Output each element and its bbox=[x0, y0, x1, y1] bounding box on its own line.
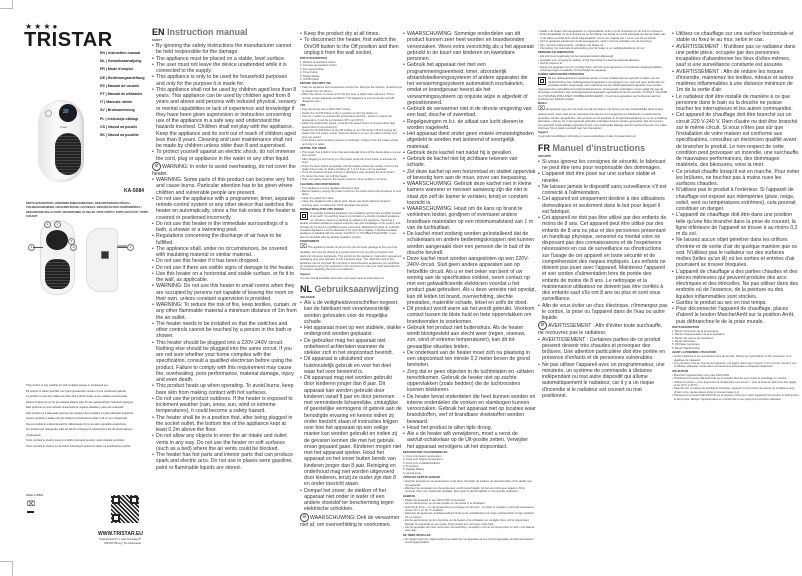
before-first-use-list-fr bbox=[672, 355, 800, 369]
instruction-item: • Select the desired fan speed, press the fan speed button to choose either high speed (HH) or low speed (LL). bbox=[300, 122, 402, 129]
safety-item: • L'appareil de chauffage doit être dans une position telle qu'une fois branché dans la prise de courant, la ligne inférieure de l'appareil se trouve à au moins 0,2 m du sol. bbox=[672, 212, 800, 237]
safety-item: • De heater bevat onderdelen die heet kunnen worden en interne onderdelen die vonken en vlambogen kunnen veroorzaken. Gebruik het apparaat niet op locaties waar brandstoffen, verf of brandbare vloeistoffen worden bewaard. bbox=[403, 394, 536, 425]
instruction-item: • Take the appliance and accessories out the box. Remove the stickers, protective foil or plastic from the device. bbox=[300, 86, 402, 93]
safety-item: • Als u de veiligheidsvoorschriften negeert, kan de fabrikant niet verantwoordelijk worden gehouden voor de mogelijke schade. bbox=[300, 300, 402, 325]
weee-label: WEEE SYMBOL bbox=[26, 494, 44, 497]
double-insulation-icon bbox=[300, 212, 308, 220]
warning-cover-nl: ⊘ WAARSCHUWING: Dek de verwarmer niet af, om oververhitting te voorkomen. bbox=[300, 513, 400, 528]
cleaning-heading-nl: REINIGING EN ONDERHOUD bbox=[538, 51, 574, 55]
part-item: 6. Aan/uit-knop bbox=[403, 471, 421, 475]
part-item: 2. Knop voor hogere temperatuur bbox=[403, 458, 443, 462]
safety-item: • Ce produit chauffe lorsqu'il est en marche. Pour éviter les brûlures, ne touchez pas à mains nues les surfaces chaudes. bbox=[672, 169, 800, 188]
safety-item: • To protect yourself against an electric shock, do not immerse the cord, plug or appliance in the water or any other liquid. bbox=[152, 149, 297, 162]
timer-heading-nl: DE TIMER INSTELLEN bbox=[403, 533, 431, 537]
weee-bin-icon: ⌧ bbox=[27, 501, 36, 508]
use-heading-nl: GEBRUIK bbox=[403, 494, 415, 498]
safety-item: • Gebruik het apparaat niet met een programmeringseenheid, timer, afzonderlijk afstandsbedieningssysteem of andere apparaten die het verwarmingssysteem automatisch inschakelen, omdat er brandgevaar heerst als het verwarmingssysteem op onjuiste wijze is afgedekt of gepositioneerd. bbox=[403, 62, 536, 106]
support-text: You can find all available information and spare parts at www.tristar.eu! bbox=[300, 276, 385, 280]
instruction-item: • Utilisez le bouton + pour augmenter la température et le bouton - pour la diminuer (elle peut être réglée entre 15°C et 32°C). bbox=[672, 381, 800, 388]
disclaimer-line: Dieses Produkt ist nur für gut isolierte Räume oder für den gelegentlichen Gebrauch geeignet. bbox=[26, 400, 134, 404]
instruction-item: • Als u de timer wilt annuleren, schakelt u de heater uit. bbox=[538, 44, 668, 47]
safety-item: • WAARSCHUWING: Gebruik deze kachel niet in kleine kamers wanneer er mensen aanwezig zijn die niet in staat zijn zelf de kamer te verlaten, tenzij er constant toezicht is. bbox=[403, 181, 536, 206]
cover-panel bbox=[0, 0, 150, 575]
safety-item: • Dit product wordt warm als het wordt gebruikt. Voorkom contact tussen de blote huid en hete oppervlakken om brandwonden te voorkomen. bbox=[403, 306, 536, 325]
safety-item: • The user must not leave the device unattended while it is connected to the supply. bbox=[152, 62, 297, 75]
safety-item: • Houd het product te allen tijde droog. bbox=[403, 425, 536, 431]
instruction-item: • The appliance must be regularly cleaned of dust. bbox=[300, 187, 402, 190]
part-item: 1. Bouton diminution de la température bbox=[672, 329, 719, 333]
timer-list-nl bbox=[403, 538, 536, 545]
safety-item: • Als u de heater wilt verwijderen, moet u eerst de aan/uit-schakelaar op de Uit-positie zetten. Verwijder het apparaat vervolgens uit het stopcontact. bbox=[403, 431, 536, 450]
section-heading-fr: FR Manuel d'instructions bbox=[538, 142, 646, 153]
safety-item: • Do not use the product outdoors. If the heater is exposed to inclement weather (rain, snow, sun, wind or extreme temperatures), it could become a safety hazard. bbox=[152, 396, 297, 415]
instruction-item: • Opmerking: De maximale timerinstelling voor de heater is om veiligheidsredenen 12 uur. bbox=[538, 47, 668, 50]
safety-item: • Gebruik deze kachel niet nadat hij is gevallen. bbox=[403, 150, 536, 156]
instruction-item: • To cancel the timer, turn off the heater. bbox=[300, 175, 402, 178]
heater-grill bbox=[45, 259, 70, 289]
safety-item: • Dit apparaat is uitsluitend voor huishoudelijk gebruik en voor het doel waar het voor bestemd is. bbox=[300, 356, 402, 375]
disclaimer-line: Este produto só é adequado apenas para espaços bem isolados ou para utilização ocasional. bbox=[26, 411, 134, 415]
column-fr-safety bbox=[672, 31, 800, 401]
weee-bin-icon: ⌧ bbox=[300, 244, 307, 251]
double-insulation-icon bbox=[538, 77, 546, 85]
instruction-item: • Clean the appliance with a damp cloth. Never use harsh abrasive cleaners, scouring pads, or steel wool, which damages the device. bbox=[300, 200, 402, 207]
instruction-item: • À la première mise en marche de l'appareil, une légère odeur peut survenir. C'est normal ; assurez une ventilation adéquate. Cette odeur est seulement temporaire et disparaît rapidement. bbox=[672, 362, 800, 369]
support-heading-nl: Support bbox=[538, 131, 548, 135]
safety-item: • Pour déconnecter l'appareil de chauffage, placez d'abord le bouton Marche/Arrêt sur la position Arrêt, puis débranchez-le de la prise murale. bbox=[672, 306, 800, 325]
instruction-item: • Nadat u de heater hebt aangesloten en ingeschakeld, drukt u op de timerknop om de timer te activeren. bbox=[538, 30, 668, 33]
safety-item: • WAARSCHUWING: Houd om de kans op brand te verkleinen textiel, gordijnen of eventueel andere brandbare materialen op een minimumafstand van 1 m van de luchtuitlaat. bbox=[403, 206, 536, 231]
timer-heading: SETTING THE TIMER bbox=[300, 146, 326, 150]
safety-item: • Keep the product dry at all times. bbox=[300, 31, 402, 37]
instruction-item: • Als het gewenste aantal uren wordt weergegeven, stopt u met het indrukken van de timerknop. bbox=[538, 40, 668, 43]
environment-heading: ENVIRONMENT bbox=[300, 240, 320, 244]
safety-item: • Het apparaat moet op een stabiele, vlakke ondergrond worden geplaatst. bbox=[300, 325, 402, 338]
language-item: IT | Manuale utente bbox=[100, 100, 133, 105]
on-off-switch-icon bbox=[101, 251, 109, 259]
instruction-item: • De heater heeft een ingebouwde timer waarmee het apparaat na een vooraf ingestelde periode automatisch wordt uitgeschakeld. bbox=[403, 538, 536, 545]
safety-item: • Regelgevingen m.b.t. de uitlaat van lucht dienen te worden nageleefd. bbox=[403, 119, 536, 132]
use-list-nl bbox=[403, 499, 536, 533]
callout-4: 4 bbox=[70, 244, 77, 251]
safety-item: • Zorg dat er geen objecten in de luchtinlaten en -uitlaten terechtkomen. Gebruik de heater niet op zachte oppervlakken (zoals bedden) die de luchtroosters kunnen blokkeren. bbox=[403, 369, 536, 394]
display-value: 20 bbox=[63, 109, 69, 115]
use-list-fr bbox=[672, 374, 800, 401]
instruction-item: • Als het apparaat niet meer werkt door oververhitting, verwijdert u het uit het stopcontact en sluit u het daarna weer aan. bbox=[403, 526, 536, 533]
environment-heading-nl: MILIEU bbox=[538, 102, 547, 106]
instruction-item: • Selecteer de gewenste ventilatiesnelheid. Druk op de ventilatieknop om hoge snelheid (HH) of lage snelheid (LL) te kiezen. bbox=[403, 512, 536, 519]
instruction-item: • Once the desired number of hours is displayed, stop pressing the timer button. bbox=[300, 171, 402, 174]
language-item: DE | Bedienungsanleitung bbox=[100, 75, 145, 80]
brand-logo: TRISTAR bbox=[24, 29, 113, 51]
language-item: FR | Mode d'emploi bbox=[100, 67, 133, 72]
part-item: 4. Timer button bbox=[300, 71, 318, 75]
before-first-use-list bbox=[300, 86, 402, 103]
double-insulated-text: In a double insulated appliance, two insulation systems are provided instead of an earth. No earthing means is provided on a double insulated appliance, nor should a means for earthing be added to the appliance. Servicing a double insulated appliance requires extreme care and knowledge of the system, and should only be done by qualified service personnel. Replacement parts for a double insulated appliance must be identical to the parts they replace. A double insulated appliance is labelled with the words "CLASS II" or "DOUBLE INSULATED". It can also be identified with the double insulation symbol. bbox=[300, 212, 401, 239]
instruction-item: • Reinig het apparaat met een vochtige doek. Gebruik nooit agressieve of schurende reinigingsmiddelen, schuursponsjes of staalwol, dit beschadigt het apparaat. bbox=[538, 66, 668, 73]
safety-item: • WARNING: Do not use this heater in small rooms when they are occupied by persons not capable of leaving the room on their own, unless constant supervision is provided. bbox=[152, 283, 297, 302]
instruction-item: • Druk herhaaldelijk op de timerknop tot op het display het aantal uur wordt weergegeven dat de heater aan moet blijven voordat deze wordt uitgeschakeld. U kunt een waarde van 1 tot en met 12 uur kiezen. bbox=[538, 33, 668, 40]
heater-brand-label: Tristar bbox=[60, 126, 67, 129]
instruction-item: • Gebruik de knop + om de temperatuur te verhogen en de knop - om deze te verlagen (u kunt de temperatuur tussen 15 °C en 32 °C instellen). bbox=[403, 506, 536, 513]
safety-list-nl bbox=[300, 300, 402, 513]
no-cover-warning-icon: ⊘ bbox=[538, 321, 547, 330]
safety-list-fr-more bbox=[672, 31, 800, 325]
disclaimer-line: Tento výrobek je vhodný pouze pro dobře izolované prostory nebo občasné používání. bbox=[26, 439, 126, 442]
safety-item: • Si vous ignorez les consignes de sécurité, le fabricant ne peut être tenu pour responsable des dommages. bbox=[538, 159, 668, 172]
instruction-item: • Note: For safety reasons, the heater maximum timer setting is 12 hours. bbox=[300, 178, 402, 181]
button-icon bbox=[45, 110, 52, 117]
environment-text-nl: ⌧ Dit apparaat mag aan het einde van de levensduur niet bij het normale huishoudelijke afval worden gedeponeerd, maar moet bij een speciaal inzamelpunt voor hergebruik van elektrische en elektronische apparaten worden aangeboden. Het symbool op het apparaat, in de gebruiksaanwijzing en op de verpakking attendeert u hierop. De in het apparaat gebruikte materialen kunnen worden gerecycled. Met het recyclen van gebruikte huishoudelijke apparaten levert u een belangrijke bijdrage aan de bescherming van ons milieu. Informeer bij uw lokale overheid naar het inzamelpunt. bbox=[538, 106, 668, 130]
safety-item: • Dompel het snoer, de stekker of het apparaat niet onder in water of een andere vloeistof ter bescherming tegen elektrische schokken. bbox=[300, 488, 402, 513]
safety-heading-fr: SÉCURITÉ bbox=[538, 154, 552, 158]
safety-item: • Le radiateur doit être installé de manière à ce que personne dans le bain ou la douche ne puisse toucher les interrupteurs et les autres commandes. bbox=[672, 94, 800, 113]
instruction-item: • Positionnez le bouton Marche/Arrêt sur la position Arrêt pour mettre l'appareil hors tension et débranchez-le de la prise. Rangez l'appareil dans un endroit frais et sec jusqu'à la prochaine utilisation. bbox=[672, 394, 800, 401]
instruction-item: • Switch the On/Off button to the Off position to turn the device off and unplug the heater from the power socket. Store the device in a cool, dry place until the next time you need it. bbox=[300, 129, 402, 139]
column-nl-safety bbox=[403, 31, 536, 545]
instruction-item: • After plugging in and turning on the heater press the timer button to activate the timer. bbox=[300, 158, 402, 165]
part-item: 3. Knop voor ventilatiesnelheid bbox=[403, 461, 440, 465]
before-first-use-heading: BEFORE THE FIRST USE bbox=[300, 82, 331, 86]
before-first-use-list-nl bbox=[403, 480, 536, 494]
instruction-item: • If the device stops working because it overheats, unplug it from the power socket and plug it in again. bbox=[300, 139, 402, 146]
safety-list-fr bbox=[538, 159, 668, 322]
language-item: EN | Instruction manual bbox=[100, 51, 141, 55]
instruction-item: • Sélectionnez la vitesse de ventilateur souhaitée, appuyez sur le bouton de vitesse du ventilateur pour choisir entre vitesse élevée (HH) ou vitesse basse (LL). bbox=[672, 387, 800, 394]
address-line: Tristar Europe B.V. | Jules Verneweg 87 bbox=[98, 538, 141, 541]
instruction-item: • Clean the grilles from dust. bbox=[300, 197, 402, 200]
instruction-item: • Before cleaning, unplug the power cord from the outlet and let the appliance to cool down. bbox=[300, 190, 402, 197]
safety-heading-nl: VEILIGHEID bbox=[300, 296, 315, 300]
double-insulated-heading-nl: DUBBELGEÏSOLEERDE APPARATEN bbox=[538, 73, 584, 77]
safety-item: • Do not use the appliance with a programmer, timer, separate remote-control system or any other device that switches the heater on automatically, since a fire risk exists if the heater is covered or positioned incorrectly. bbox=[152, 196, 297, 221]
safety-item: • The heater has hot parts and interior parts that can produce spark and electric arcs. Do not use in places were gasoline, paint or flammable liquids are stored. bbox=[152, 452, 297, 471]
callout-line bbox=[117, 247, 127, 248]
double-insulated-heading: DOUBLE INSULATED APPLIANCES bbox=[300, 208, 344, 212]
parts-list bbox=[300, 61, 402, 81]
callout-5: 5 bbox=[28, 244, 35, 251]
part-item: 6. Bouton Marche/Arrêt bbox=[672, 346, 700, 350]
safety-item: • The appliance must be placed on a stable, level surface. bbox=[152, 56, 297, 62]
instruction-item: • Sortez l'appareil et les accessoires hors de la boîte. Retirez les autocollants, le film protecteur ou le plastique de l'appareil. bbox=[672, 355, 800, 362]
safety-list-final bbox=[300, 31, 402, 56]
warning-cover-fr: ⊘ AVERTISSEMENT : Afin d'éviter toute surchauffe, ne recouvrez pas le radiateur. bbox=[538, 322, 663, 337]
disclaimer-line: Ten produkt jest odpowiedni tylko do dobrze izolowanych pomieszczeń lub do okazjonalnego bbox=[26, 428, 133, 431]
cleaning-heading: CLEANING AND MAINTENANCE bbox=[300, 182, 340, 186]
use-list bbox=[300, 108, 402, 145]
safety-list-continued bbox=[152, 177, 297, 471]
safety-item: • The appliance shall, under no circumstances, be covered with insulating material or similar material. bbox=[152, 246, 297, 259]
parts-description-title: PARTS DESCRIPTION / ONDERDELENBESCHRIJVING / DESCRIPTION DES PIÈCES / TEILEBESCHREIBUNG / DESCRIPCIÓN DE LAS PIEZAS / DESCRIÇÃO DOS COMPONENTES / DESCRIZIONE DELLE PARTI / BESKRIVNING AV DELAR / OPIS CZĘŚCI / POPIS SOUČÁSTÍ / POPIS SÚČASTÍ bbox=[26, 202, 149, 219]
instruction-item: • The heater has a built-in timer that automatically shuts off the device after a pre-set time period. bbox=[300, 151, 402, 158]
instruction-item: • Haal het apparaat en de accessoires uit de doos. Verwijder de stickers, de beschermfolie of het plastic van het apparaat. bbox=[403, 480, 536, 487]
safety-item: • AVERTISSEMENT : Afin de réduire les risques d'incendie, maintenez les textiles, rideaux et autres matières inflammables à une distance minimum de 1m de la sortie d'air. bbox=[672, 69, 800, 94]
safety-item: • WAARSCHUWING: Sommige onderdelen van dit product kunnen zeer heet worden en brandwonden veroorzaken. Wees extra voorzichtig als u het apparaat gebruikt in de buurt van kinderen en kwetsbare personen. bbox=[403, 31, 536, 62]
parts-list-nl bbox=[403, 455, 536, 475]
disclaimer-line: Questo prodotto è adatto solo ad ambienti correttamente isolati o ad un uso occasionale. bbox=[26, 417, 128, 420]
support-text-nl: U kunt alle beschikbare informatie en reserveonderdelen vinden op www.tristar.eu! bbox=[538, 135, 636, 139]
safety-item: • AVERTISSEMENT : N'utilisez pas ce radiateur dans une petite pièce, occupée par des personnes incapables d'abandonner les lieux d'elles-mêmes, sauf si une surveillance constante est assurée. bbox=[672, 44, 800, 69]
use-heading-fr: UTILISATION bbox=[672, 369, 689, 373]
instruction-item: • Het stof moet regelmatig van het apparaat worden afgeveegd. bbox=[538, 55, 668, 58]
instruction-item: • Press the timer button repeatedly until the display shows the number of hours the heater has to stay on before shutting off. 1 to 12 hours can be selected. bbox=[300, 165, 402, 172]
part-item: 4. Bouton Minuterie bbox=[672, 339, 696, 343]
safety-item: • Afin de vous éviter un choc électrique, n'immergez pas le cordon, la prise ou l'appareil dans de l'eau ou autre liquide. bbox=[538, 303, 668, 322]
part-item: 3. Bouton de vitesse du ventilateur bbox=[672, 336, 714, 340]
disclaimer-line: This product is only suitable for well insulated spaces or occasional use. bbox=[26, 384, 109, 387]
no-cover-warning-icon: ⊘ bbox=[300, 513, 309, 522]
part-item: 2. Increase temperature button bbox=[300, 64, 337, 68]
parts-heading-nl: BESCHRIJVING VAN ONDERDELEN bbox=[403, 450, 448, 454]
callout-1: 1 bbox=[44, 221, 51, 228]
disclaimer-line: Ce produit ne peut être utilisé que dans des endroits isolés ou de manière occasionnelle. bbox=[26, 395, 128, 398]
warning-cover: ⊘ WARNING: In order to avoid overheating, do not cover the heater. bbox=[152, 162, 296, 177]
part-item: 5. Digital display bbox=[300, 74, 320, 78]
part-item: 5. Digitaal display bbox=[403, 468, 425, 472]
safety-item: • Use this heater on a horizontal and stable surface, or fix it to the wall, as applicable. bbox=[152, 271, 297, 284]
instruction-item: • Switch the On/Off button to the on position to turn the heater on. bbox=[300, 112, 402, 115]
weee-bar-icon bbox=[27, 511, 34, 513]
parts-heading: PARTS DESCRIPTION bbox=[300, 57, 328, 60]
callout-6: 6 bbox=[127, 244, 134, 251]
instruction-item: • Zet de aan/uit-knop op de Aan-positie om de heater in te schakelen. bbox=[403, 502, 536, 505]
disclaimer-line: Denna produkt är endast lämpad för välisolerade utrymmen eller sporadisk användning. bbox=[26, 422, 127, 426]
safety-item: • Ne laissez jamais le dispositif sans surveillance s'il est connecté à l'alimentation. bbox=[538, 184, 668, 197]
parts-list-fr bbox=[672, 330, 800, 350]
instruction-item: • Stof de roosters af. bbox=[538, 62, 668, 65]
safety-item: • Zet deze kachel op een horizontaal en stabiel oppervlak of bevestig hem aan de muur, zover van toepassing. bbox=[403, 169, 536, 182]
disclaimer-list bbox=[26, 383, 156, 449]
safety-item: • Het apparaat dient onder geen enkele omstandigheden afgedekt te worden met isolerend of soortgelijk materiaal. bbox=[403, 131, 536, 150]
safety-item: • N'utilisez pas le produit à l'extérieur. Si l'appareil de chauffage est exposé aux intempéries (pluie, neige, soleil, vent ou températures extrêmes), cela pourrait constituer un danger. bbox=[672, 187, 800, 212]
before-first-use-heading-nl: VÓÓR HET EERSTE GEBRUIK bbox=[403, 476, 441, 480]
instruction-item: • Zet de aan/uit-knop op de Uit-positie om de heater uit te schakelen en verwijder deze uit het stopcontact. Bewaar het apparaat op een koele, droge locatie tot u het weer nodig hebt. bbox=[403, 519, 536, 526]
safety-item: • L'appareil doit être posé sur une surface stable et nivelée. bbox=[538, 171, 668, 184]
disclaimer-line: Tento výrobok je vhodný len do dobre izolovaných priestorov alebo na príležitostné použitie. bbox=[26, 444, 132, 448]
safety-item: • Regulations concerning the discharge of air have to be fulfilled. bbox=[152, 233, 297, 246]
callout-2: 2 bbox=[54, 221, 61, 228]
language-item: PT | Manual de utilizador bbox=[100, 92, 143, 97]
no-cover-warning-icon: ⊘ bbox=[152, 162, 161, 171]
disclaimer-line: użytkowania. bbox=[26, 433, 41, 437]
part-item: 6. On/Off button bbox=[300, 78, 320, 82]
callout-line bbox=[33, 247, 43, 248]
logo-stars-icon: ★★★● bbox=[25, 22, 60, 31]
language-item: NL | Gebruiksaanwijzing bbox=[100, 59, 142, 64]
part-item: 4. Timerknop bbox=[403, 464, 419, 468]
safety-item: • Do not use this heater if it has been dropped. bbox=[152, 258, 297, 264]
safety-item: • The heater needs to be installed so that the switches and other controls cannot be touched by a person in the bath or shower. bbox=[152, 321, 297, 340]
weee-bin-icon: ⌧ bbox=[538, 106, 545, 113]
heater-display bbox=[46, 230, 68, 250]
before-first-use-heading-fr: AVANT LA PREMIÈRE UTILISATION bbox=[672, 351, 716, 355]
safety-item: • This heater should be plugged into a 220V-240V circuit. Nothing else should be plugged into the same circuit. If you are not sure whether your home complies with the specification, consult a qualified electrician before using the product. Failure to comply with this requirement may cause fire, overheating, poor performance, material damage, injury and even death. bbox=[152, 340, 297, 384]
instruction-item: • Wanneer het apparaat voor de eerste keer wordt ingeschakeld, zal het een lichte geur afgeven. Dit is normaal. Zorg voor voldoende ventilatie. Deze geur is slechts tijdelijk en zal spoedig verdwijnen. bbox=[403, 487, 536, 494]
column-nl-maintenance bbox=[538, 30, 668, 399]
safety-item: • Cet appareil ne doit pas être utilisé par des enfants de moins de 8 ans. Cet appareil peut être utilisé par des enfants de 8 ans ou plus et des personnes présentant un handicap physique, sensoriel ou mental voire ne disposant pas des connaissances et de l'expérience nécessaires en cas de surveillance ou d'instructions sur l'usage de cet appareil en toute sécurité et de compréhension des risques impliqués. Les enfants ne doivent pas jouer avec l'appareil. Maintenez l'appareil et son cordon d'alimentation hors de portée des enfants de moins de 8 ans. Le nettoyage et la maintenance utilisateur ne doivent pas être confiés à des enfants sauf s'ils ont 8 ans ou plus et sont sous surveillance. bbox=[538, 215, 668, 303]
safety-item: • De kachel moet zodanig worden geïnstalleerd dat de schakelaars en andere bedieningsknoppen niet kunnen worden aangeraakt door een persoon die in bad of de douche bevindt. bbox=[403, 231, 536, 256]
environment-text: ⌧ This appliance should not be put into the domestic garbage at the end of its durability, but must be offered at a central point for the recycling of electric and electronic domestic appliances. This symbol on the appliance, instruction manual and packaging puts your attention to this important issue. The materials used in this appliance can be recycled. By recycling of used domestic appliances you contribute an important push to the protection of our environment. Ask your local authorities for information regarding the point of recollection. bbox=[300, 244, 402, 272]
safety-item: • Utilisez ce chauffage sur une surface horizontale et stable ou fixez-le au mur, selon le cas. bbox=[672, 31, 800, 44]
instruction-item: • Plug the device into a 220V-240V socket. bbox=[300, 108, 402, 111]
instruction-item: • Positionnez le bouton Marche/Arrêt sur la position Marche pour mettre le chauffage en marche. bbox=[672, 377, 800, 380]
use-heading: USE bbox=[300, 104, 306, 108]
part-item: 1. Knop voor lagere temperatuur bbox=[403, 454, 442, 458]
safety-item: • Ne pas utiliser l'appareil avec un programmateur, une minuterie, un système de commande à distance indépendant ou tout autre dispositif qui allume automatiquement le radiateur, car il y a un risque d'incendie si le radiateur est couvert ou mal positionné. bbox=[538, 362, 668, 400]
safety-item: • WARNING: Some parts of this product can become very hot and cause burns. Particular attention has to be given where children and vulnerable people are present. bbox=[152, 177, 297, 196]
safety-item: • Do not allow any objects to enter the air intake and outlet vents in any way. Do not use the heater on soft surfaces (such as a bed) where the air vents could be blocked. bbox=[152, 433, 297, 452]
timer-list-nl-continued bbox=[538, 30, 668, 50]
language-item: CS | Návod na použití bbox=[100, 124, 137, 129]
column-en-usage bbox=[300, 31, 402, 528]
heater-display bbox=[59, 104, 77, 122]
safety-heading: SAFETY bbox=[152, 39, 163, 42]
safety-item: • Gebruik de kachel niet bij zichtbare tekenen van schade. bbox=[403, 156, 536, 169]
safety-item: • Gebruik het product niet buitenshuis. Als de heater wordt blootgesteld aan slecht weer (regen, sneeuw, zon, wind of extreme temperaturen), kan dit tot gevaarlijke situaties leiden. bbox=[403, 325, 536, 350]
instruction-item: • When the device is turned on for the first time, a slight odour will occur. This is normal; ensure adequate ventilation. This fragrance is only temporary and will disappear soon. bbox=[300, 93, 402, 103]
instruction-item: • Plaats het apparaat in een 220V-240V stopcontact. bbox=[403, 499, 536, 502]
language-item: PL | Instrukcja obsługi bbox=[100, 116, 139, 121]
cleaning-list-nl bbox=[538, 55, 668, 72]
safety-item: • This appliance shall not be used by children aged less than 8 years. This appliance can be used by children aged from 8 years and above and persons with reduced physical, sensory or mental capabilities or lack of experience and knowledge if they have been given supervision or instruction concerning use of the appliance in a safe way and understand the hazards involved. Children shall not play with the appliance. Keep the appliance and its cord out of reach of children aged less than 8 years. Cleaning and user maintenance shall not be made by children unless older than 8 and supervised. bbox=[152, 87, 297, 150]
safety-item: • Do not use if there are visible signs of damage to the heater. bbox=[152, 265, 297, 271]
safety-item: • Ne laissez aucun objet pénétrer dans les orifices d'entrée et de sortie d'air de quelque manière que ce soit. N'utilisez pas le radiateur sur des surfaces molles (telles qu'un lit) où les sorties et entrées d'air pourraient se trouver bloquées. bbox=[672, 237, 800, 268]
parts-heading-fr: PARTS DESCRIPTION bbox=[672, 325, 700, 329]
disclaimer-line: Este producto es solo indicado únicamente en lugares aislados o para uso ocasional. bbox=[26, 406, 124, 409]
company-address bbox=[80, 538, 141, 546]
safety-item: • To disconnect the heater, first switch the On/Off button to the Off position and then unplug it from the wall socket. bbox=[300, 37, 402, 56]
qr-code-icon bbox=[111, 495, 139, 523]
instruction-item: • Branchez l'appareil dans une prise 220V-240V. bbox=[672, 374, 800, 377]
cleaning-list bbox=[300, 187, 402, 207]
part-item: 3. Fan speed button bbox=[300, 67, 324, 71]
disclaimer-line: Dit product is alleen geschikt voor goed geïsoleerde ruimtes of voor incidenteel gebruik. bbox=[26, 389, 127, 393]
safety-item: • Cet appareil de chauffage doit être branché sur un circuit 220 V-240 V. Rien d'autre ne doit être branché sur le même circuit. Si vous n'êtes pas sûr que l'installation de votre maison est conforme aux spécifications, consultez un électricien qualifié avant de brancher le produit. Le non-respect de cette condition peut provoquer un incendie, une surchauffe, de mauvaises performances, des dommages matériels, des blessures, voire la mort. bbox=[672, 112, 800, 168]
language-index bbox=[100, 49, 160, 139]
safety-list-nl-continued bbox=[403, 31, 536, 450]
safety-item: • Dit apparaat mag niet worden gebruikt door kinderen jonger dan 8 jaar. Dit apparaat kan worden gebruikt door kinderen vanaf 8 jaar en door personen met verminderde lichamelijke, zintuiglijke of geestelijke vermogens of gebrek aan de benodigde ervaring en kennis indien zij onder toezicht staan of instructies krijgen over hoe het apparaat op een veilige manier kan worden gebruikt en indien zij de gevaren kennen die met het gebruik ervan gepaard gaan. Kinderen mogen niet met het apparaat spelen. Houd het apparaat en het snoer buiten bereik van kinderen jonger dan 8 jaar. Reiniging en onderhoud mag niet worden uitgevoerd door kinderen, tenzij ze ouder zijn dan 8 en onder toezicht staan. bbox=[300, 375, 402, 488]
part-item: 5. Affichage numérique bbox=[672, 343, 700, 347]
model-number: KA-5084 bbox=[124, 188, 145, 194]
callout-3: 3 bbox=[68, 238, 75, 245]
address-line: 5015 BH Tilburg | The Netherlands bbox=[104, 542, 141, 545]
support-heading: Support bbox=[300, 272, 310, 276]
instruction-item: • Use the + button to increase the temperature and the – button to reduce the temperature (it can be set between 15°C and 32°C). bbox=[300, 115, 402, 122]
safety-item: • De onderkant van de heater moet zich na plaatsing in een stopcontact ten minste 0,2 meter boven de grond bevinden. bbox=[403, 350, 536, 369]
safety-item: • Deze kachel moet worden aangesloten op een 220V-240V-circuit. Sluit geen andere apparaten aan op hetzelfde circuit. Als u er niet zeker van bent of uw woning aan de specificaties voldoet, neem contact op met een gekwalificeerde elektricien voordat u het product gaat gebruiken. Als u deze vereiste niet opvolgt, kan dit leiden tot brand, oververhitting, slechte prestaties, materiële schade, letsel en zelfs de dood. bbox=[403, 256, 536, 306]
parts-diagram-side bbox=[86, 228, 118, 292]
safety-list-fr-continued bbox=[538, 337, 668, 400]
safety-list bbox=[152, 43, 297, 162]
language-item: SV | Bruksanvisning bbox=[100, 108, 135, 113]
safety-item: • WARNING: To reduce the risk of fire, keep textiles, curtain, or any other flammable material a minimum distance of 1m from the air outlet. bbox=[152, 302, 297, 321]
safety-item: • AVERTISSEMENT : Certaines parties de ce produit peuvent devenir très chaudes et provoquer des brûlures. Une attention particulière doit être portée en présence d'enfants et de personnes vulnérables. bbox=[538, 337, 668, 362]
website-url: WWW.TRISTAR.EU bbox=[98, 531, 143, 537]
safety-item: • De gebruiker mag het apparaat niet onbeheerd achterlaten wanneer de stekker zich in het stopcontact bevindt. bbox=[300, 338, 402, 357]
safety-item: • L'appareil de chauffage a des parties chaudes et des pièces intérieures qui peuvent produire des arcs électriques et des étincelles. Ne pas utiliser dans des endroits où de l'essence, de la peinture ou des liquides inflammables sont stockés. bbox=[672, 269, 800, 300]
safety-item: • This appliance is only to be used for household purposes and only for the purpose it is made for. bbox=[152, 74, 297, 87]
part-item: 1. Reduce temperature button bbox=[300, 61, 336, 64]
safety-item: • Do not use this heater in the immediate surroundings of a bath, a shower or a swimming pool. bbox=[152, 221, 297, 234]
column-en-safety bbox=[152, 27, 297, 471]
instruction-item: • Verwijder voor reiniging de stekker uit het stopcontact en laat het apparaat afkoelen. bbox=[538, 59, 668, 62]
heater-grill bbox=[55, 133, 81, 175]
safety-item: • Gardez le produit au sec en tout temps. bbox=[672, 300, 800, 306]
timer-list bbox=[300, 151, 402, 182]
section-heading-nl: NL Gebruiksaanwijzing bbox=[300, 284, 399, 295]
part-item: 2. Bouton d'augmentation de la température bbox=[672, 333, 725, 337]
safety-item: • This product heats up when operating. To avoid burns, keep bare skin from making contact with hot surfaces. bbox=[152, 383, 297, 396]
safety-item: • Cet appareil est uniquement destiné à des utilisations domestiques et seulement dans le but pour lequel il est fabriqué. bbox=[538, 196, 668, 215]
language-item: SK | Návod na použitie bbox=[100, 133, 139, 138]
section-heading-en: EN Instruction manual bbox=[152, 27, 248, 37]
product-photo-heater bbox=[38, 100, 84, 182]
language-item: ES | Manual de usuario bbox=[100, 83, 140, 88]
parts-diagram-front bbox=[40, 220, 75, 295]
double-insulated-text-nl: Bij een dubbelgeïsoleerd apparaat worden er twee isolatiesystemen gebruikt in plaats van een aardverbinding. Een dubbelgeïsoleerd apparaat is niet geaard en er moet ook geen aarde aan het apparaat worden toegevoegd. Het onderhoud van een dubbelgeïsoleerd apparaat moet worden uitgevoerd door gekwalificeerd onderhoudspersoneel. Vervangende onderdelen moeten gelijk zijn aan de vervangen onderdelen. Een dubbelgeïsoleerd apparaat is gemarkeerd met de woorden "CLASS II" (KLASSE II) of "DOUBLE INSULATED" (DUBBELGEÏSOLEERD). U kunt deze apparaten ook herkennen aan het symbool voor dubbele isolatie. bbox=[538, 77, 668, 101]
safety-item: • The heater shall be in a position that, after being plugged in the socket outlet, the bottom line of the appliance kept at least 0.2m above the floor. bbox=[152, 415, 297, 434]
safety-item: • Gebruik de verwarmer niet in de directe omgeving van een bad, douche of zwembad. bbox=[403, 106, 536, 119]
safety-item: • By ignoring the safety instructions the manufacturer cannot be held responsible for the damage. bbox=[152, 43, 297, 56]
